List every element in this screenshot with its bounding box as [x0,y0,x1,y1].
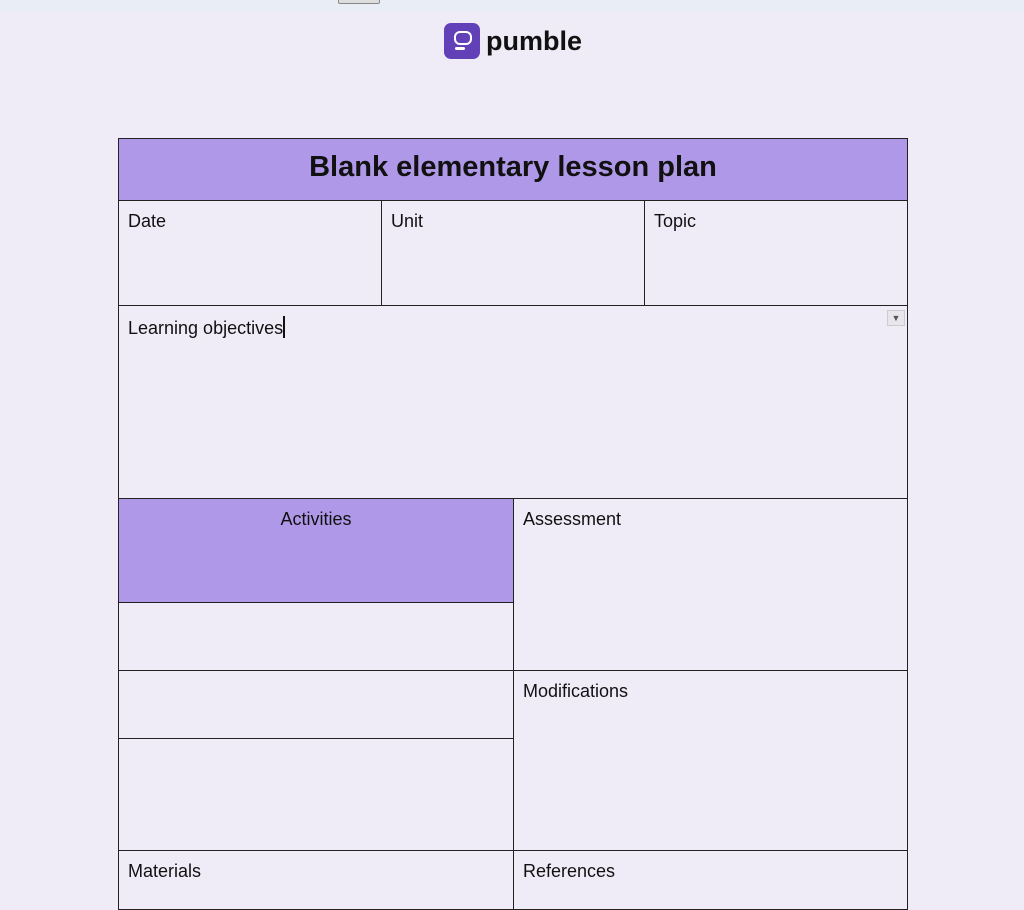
date-label: Date [128,211,167,231]
topic-cell[interactable] [644,200,908,306]
activity-row-3[interactable] [118,738,514,851]
materials-label: Materials [128,861,202,881]
topic-label: Topic [654,211,697,231]
unit-label: Unit [391,211,424,231]
pumble-logo [444,23,582,59]
activities-label: Activities [280,509,352,529]
assessment-label: Assessment [523,509,622,529]
browser-top-bar [0,0,1024,12]
doc-title: Blank elementary lesson plan [118,138,908,201]
unit-cell[interactable] [381,200,645,306]
objectives-cell[interactable] [118,305,908,499]
references-label: References [523,861,616,881]
assessment-cell[interactable] [513,498,908,671]
activities-cell[interactable] [118,498,514,603]
text-cursor [283,316,285,338]
pumble-logo-icon [444,23,480,59]
activity-row-1[interactable] [118,602,514,671]
top-tab-button[interactable] [338,0,380,4]
materials-cell[interactable] [118,850,514,910]
references-cell[interactable] [513,850,908,910]
modifications-cell[interactable] [513,670,908,851]
dropdown-arrow-icon[interactable]: ▼ [887,310,905,326]
activity-row-2[interactable] [118,670,514,739]
logo-text: pumble [486,25,583,56]
modifications-label: Modifications [523,681,629,701]
objectives-label: Learning objectives [128,318,284,338]
date-cell[interactable] [118,200,382,306]
